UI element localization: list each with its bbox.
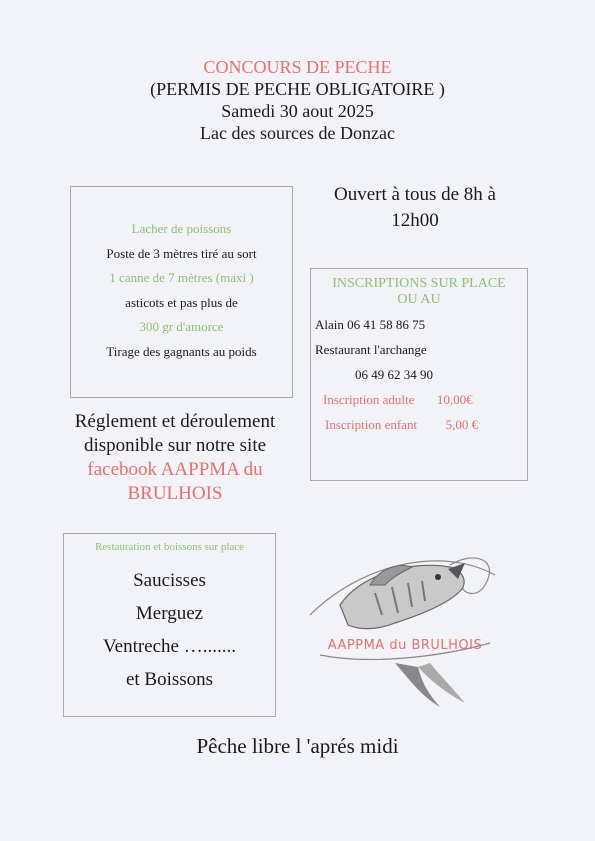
fishing-line-5: 300 gr d'amorce bbox=[139, 319, 224, 334]
contact-alain: Alain 06 41 58 86 75 bbox=[315, 317, 426, 332]
fish-logo-icon bbox=[300, 545, 510, 715]
contact-restaurant-phone: 06 49 62 34 90 bbox=[355, 367, 433, 382]
child-price: 5,00 € bbox=[445, 417, 479, 432]
food-item-boissons: et Boissons bbox=[125, 669, 214, 690]
event-date: Samedi 30 aout 2025 bbox=[221, 101, 374, 121]
rules-line-2: disponible sur notre site bbox=[83, 435, 267, 456]
food-heading: Restauration et boissons sur place bbox=[94, 541, 245, 553]
adult-price-row bbox=[311, 387, 527, 412]
food-box bbox=[63, 533, 276, 717]
fishing-line-4: asticots et pas plus de bbox=[125, 294, 238, 310]
adult-price: 10,00€ bbox=[436, 392, 473, 407]
food-item-merguez: Merguez bbox=[135, 603, 204, 624]
adult-label: Inscription adulte bbox=[323, 392, 415, 407]
fishing-line-3: 1 canne de 7 mètres (maxi ) bbox=[109, 270, 254, 285]
opening-hours bbox=[305, 182, 525, 234]
inscriptions-heading-1: INSCRIPTIONS SUR PLACE bbox=[332, 276, 506, 291]
child-price-row bbox=[311, 412, 527, 437]
child-label: Inscription enfant bbox=[325, 417, 418, 432]
event-title: CONCOURS DE PECHE bbox=[203, 57, 392, 77]
fishing-line-1: Lacher de poissons bbox=[131, 221, 232, 236]
fishing-rules-box bbox=[70, 186, 293, 398]
header bbox=[0, 56, 595, 144]
contact-restaurant: Restaurant l'archange bbox=[315, 342, 427, 357]
opening-hours-line1: Ouvert à tous de 8h à bbox=[334, 184, 496, 205]
fishing-line-6: Tirage des gagnants au poids bbox=[106, 343, 257, 359]
inscriptions-heading-2: OU AU bbox=[397, 292, 441, 307]
permit-notice: (PERMIS DE PECHE OBLIGATOIRE ) bbox=[150, 79, 445, 99]
fishing-line-2: Poste de 3 mètres tiré au sort bbox=[106, 245, 257, 261]
food-item-saucisses: Saucisses bbox=[133, 570, 206, 591]
inscriptions-box bbox=[310, 268, 528, 481]
event-location: Lac des sources de Donzac bbox=[200, 123, 395, 143]
rules-facebook-name: BRULHOIS bbox=[127, 483, 223, 504]
food-item-ventreche: Ventreche …....... bbox=[103, 636, 236, 657]
rules-facebook-line: facebook AAPPMA du bbox=[87, 459, 263, 480]
logo-text: AAPPMA du BRULHOIS bbox=[327, 638, 483, 653]
rules-info bbox=[40, 410, 310, 506]
rules-line-1: Réglement et déroulement bbox=[74, 411, 276, 432]
opening-hours-line2: 12h00 bbox=[391, 210, 439, 231]
footer-free-fishing: Pêche libre l 'aprés midi bbox=[196, 734, 399, 758]
